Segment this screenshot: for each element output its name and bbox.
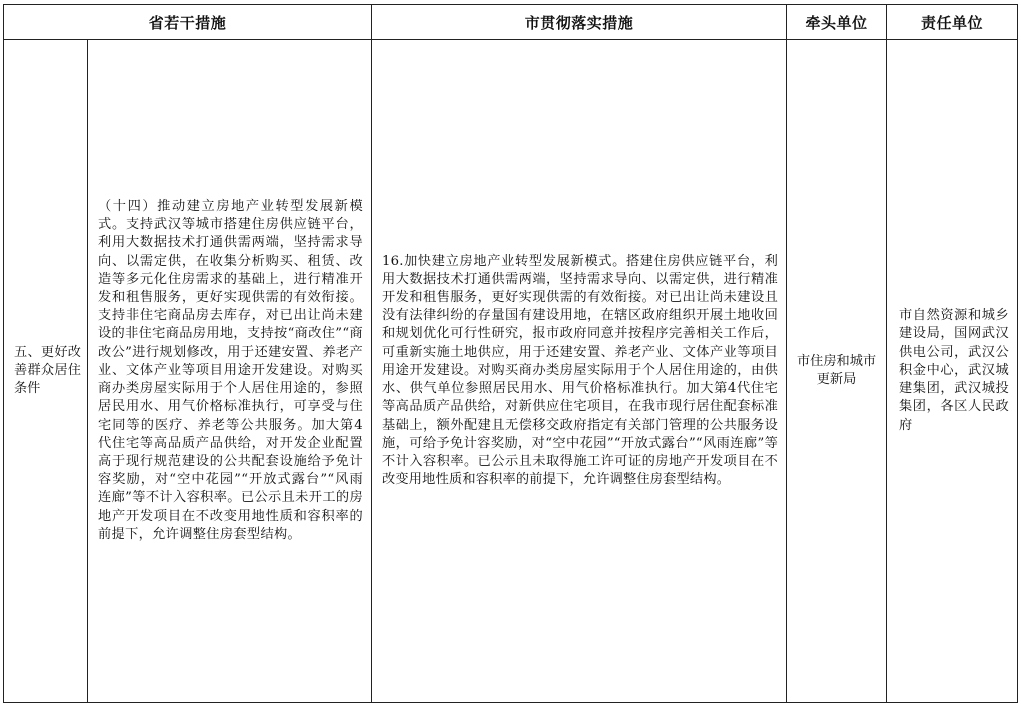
province-measure-cell: （十四）推动建立房地产业转型发展新模式。支持武汉等城市搭建住房供应链平台，利用大数据技术打通供需两端，坚持需求导向、以需定供，在收集分析购买、租赁、改造等多元化住房需求的基础上，进行精准开发和租售服务，更好实现供需的有效衔接。支持非住宅商品房去库存，对已出让尚未建设的非住宅商品房用地，支持按“商改住”“商改公”进行规划修改，用于还建安置、养老产业、文体产业等项目用途开发建设。对购买商办类房屋实际用于个人居住用途的，参照居民用水、用气价格标准执行，可享受与住宅同等的医疗、养老等公共服务。加大第4代住宅等高品质产品供给，对开发企业配置高于现行规范建设的公共配套设施给予免计容奖励，对“空中花园”“开放式露台”“风雨连廊”等不计入容积率。已公示且未开工的房地产开发项目在不改变用地性质和容积率的前提下，允许调整住房套型结构。 xyxy=(88,40,372,703)
category-cell: 五、更好改善群众居住条件 xyxy=(4,40,88,703)
table-row xyxy=(4,40,1018,703)
header-province-measures: 省若干措施 xyxy=(4,5,372,40)
header-responsible-units: 责任单位 xyxy=(887,5,1018,40)
header-city-measures: 市贯彻落实措施 xyxy=(372,5,787,40)
table-header-row xyxy=(4,5,1018,40)
policy-measures-table xyxy=(3,4,1018,703)
lead-unit-cell: 市住房和城市更新局 xyxy=(787,40,887,703)
header-lead-unit: 牵头单位 xyxy=(787,5,887,40)
city-measure-cell: 16.加快建立房地产业转型发展新模式。搭建住房供应链平台，利用大数据技术打通供需两端，坚持需求导向、以需定供，进行精准开发和租售服务，更好实现供需的有效衔接。对已出让尚未建设且没有法律纠纷的存量国有建设用地，在辖区政府组织开展土地收回和规划优化可行性研究，报市政府同意并按程序完善相关工作后，可重新实施土地供应，用于还建安置、养老产业、文体产业等项目用途开发建设。对购买商办类房屋实际用于个人居住用途的，由供水、供气单位参照居民用水、用气价格标准执行。加大第4代住宅等高品质产品供给，对新供应住宅项目，在我市现行居住配套标准基础上，额外配建且无偿移交政府指定有关部门管理的公共服务设施，可给予免计容奖励，对“空中花园”“开放式露台”“风雨连廊”等不计入容积率。已公示且未取得施工许可证的房地产开发项目在不改变用地性质和容积率的前提下，允许调整住房套型结构。 xyxy=(372,40,787,703)
responsible-units-cell: 市自然资源和城乡建设局，国网武汉供电公司，武汉公积金中心，武汉城建集团，武汉城投集团，各区人民政府 xyxy=(887,40,1018,703)
